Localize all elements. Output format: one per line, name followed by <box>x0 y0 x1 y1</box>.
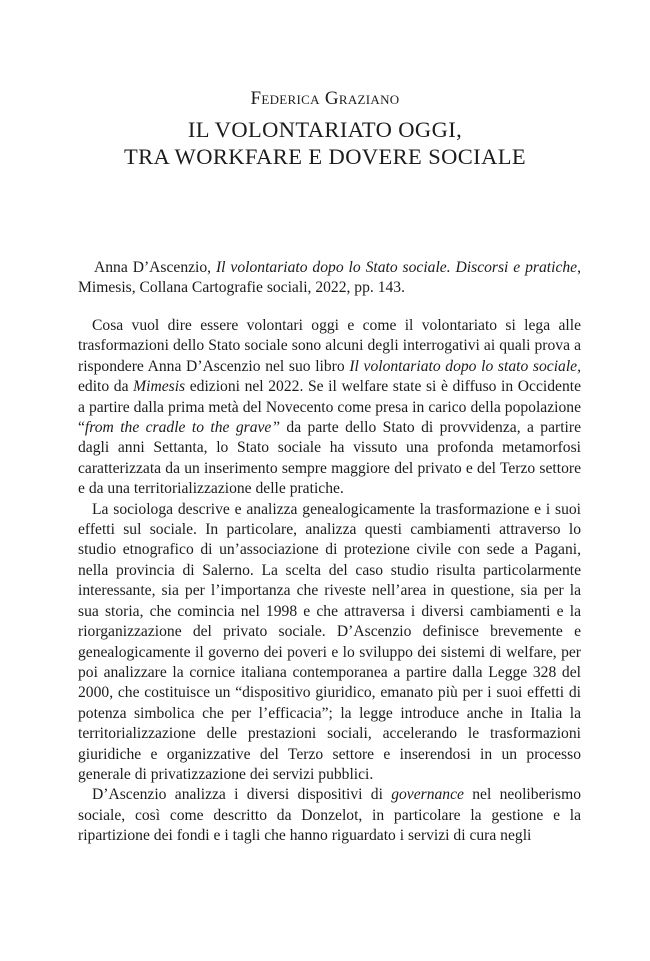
reference-book-title: Il volontariato dopo lo Stato sociale. Discorsi e pratiche <box>215 259 578 276</box>
paragraph-3 <box>78 785 581 846</box>
title-line-1: IL VOLONTARIATO OGGI, <box>187 117 463 142</box>
paragraph-1 <box>78 316 581 500</box>
review-body <box>78 316 581 847</box>
book-reference <box>78 258 581 299</box>
article-title <box>0 116 650 170</box>
paragraph-3-governance: governance <box>391 786 464 804</box>
paragraph-1-quote: from the cradle to the grave” <box>84 419 281 437</box>
reference-paragraph <box>78 258 581 299</box>
paragraph-1-publisher: Mimesis <box>133 378 186 396</box>
paragraph-1-text-c: edito da <box>78 378 134 396</box>
paragraph-2: La sociologa descrive e analizza genealogicamente la trasformazione e i suoi effetti sul sociale. In particolare, analizza questi cambiamenti attraverso lo studio etnografico di un’associazione di protezione civile con sede a Pagani, nella provincia di Salerno. La scelta del caso studio risulta particolarmente interessante, sia per l’importanza che riveste nell’area in questione, sia per la sua storia, che comincia nel 1998 e che attraversa i diversi cambiamenti e la riorganizzazione del privato sociale. D’Ascenzio definisce brevemente e genealogicamente il governo dei poveri e lo sviluppo dei sistemi di welfare, per poi analizzare la cornice italiana contemporanea a partire dalla Legge 328 del 2000, che costituisce un “dispositivo giuridico, emanato più per i suoi effetti di potenza simbolica che per l’efficacia”; la legge introduce anche in Italia la territorializzazione delle prestazioni sociali, accelerando le trasformazioni giuridiche e organizzative del Terzo settore e inserendosi in un processo generale di privatizzazione dei servizi pubblici. <box>78 500 581 783</box>
author-name: Federica Graziano <box>250 88 400 109</box>
title-line-2: TRA WORKFARE E DOVERE SOCIALE <box>123 144 527 169</box>
paragraph-1-text-a: Cosa vuol dire essere volontari oggi e come il volontariato si lega alle trasformazioni dello Stato sociale sono alcuni degli interrogativi ai quali prova a rispondere Anna D’Ascenzio nel suo libro <box>78 317 581 375</box>
paragraph-1-text-e: edizioni nel 2022. Se il welfare state si è diffuso in Occidente a partire dalla prima metà del Novecento come presa in carico della popolazione “ <box>78 378 582 437</box>
reference-author: Anna D’Ascenzio, <box>94 259 216 276</box>
paragraph-1-text-g: da parte dello Stato di provvidenza, a partire dagli anni Settanta, lo Stato sociale ha vissuto una profonda metamorfosi caratterizzata da un inserimento sempre maggiore del privato e del Terzo settore e da una territorializzazione delle pratiche. <box>78 419 581 498</box>
paragraph-3-text-a: D’Ascenzio analizza i diversi dispositivi di <box>92 786 392 804</box>
paragraph-3-text-c: nel neoliberismo sociale, così come descritto da Donzelot, in particolare la gestione e la ripartizione dei fondi e i tagli che hanno riguardato i servizi di cura negli <box>78 786 582 845</box>
paragraph-1-book-title: Il volontariato dopo lo stato sociale, <box>349 357 581 375</box>
reference-details: , Mimesis, Collana Cartografie sociali, 2022, pp. 143. <box>78 259 581 297</box>
